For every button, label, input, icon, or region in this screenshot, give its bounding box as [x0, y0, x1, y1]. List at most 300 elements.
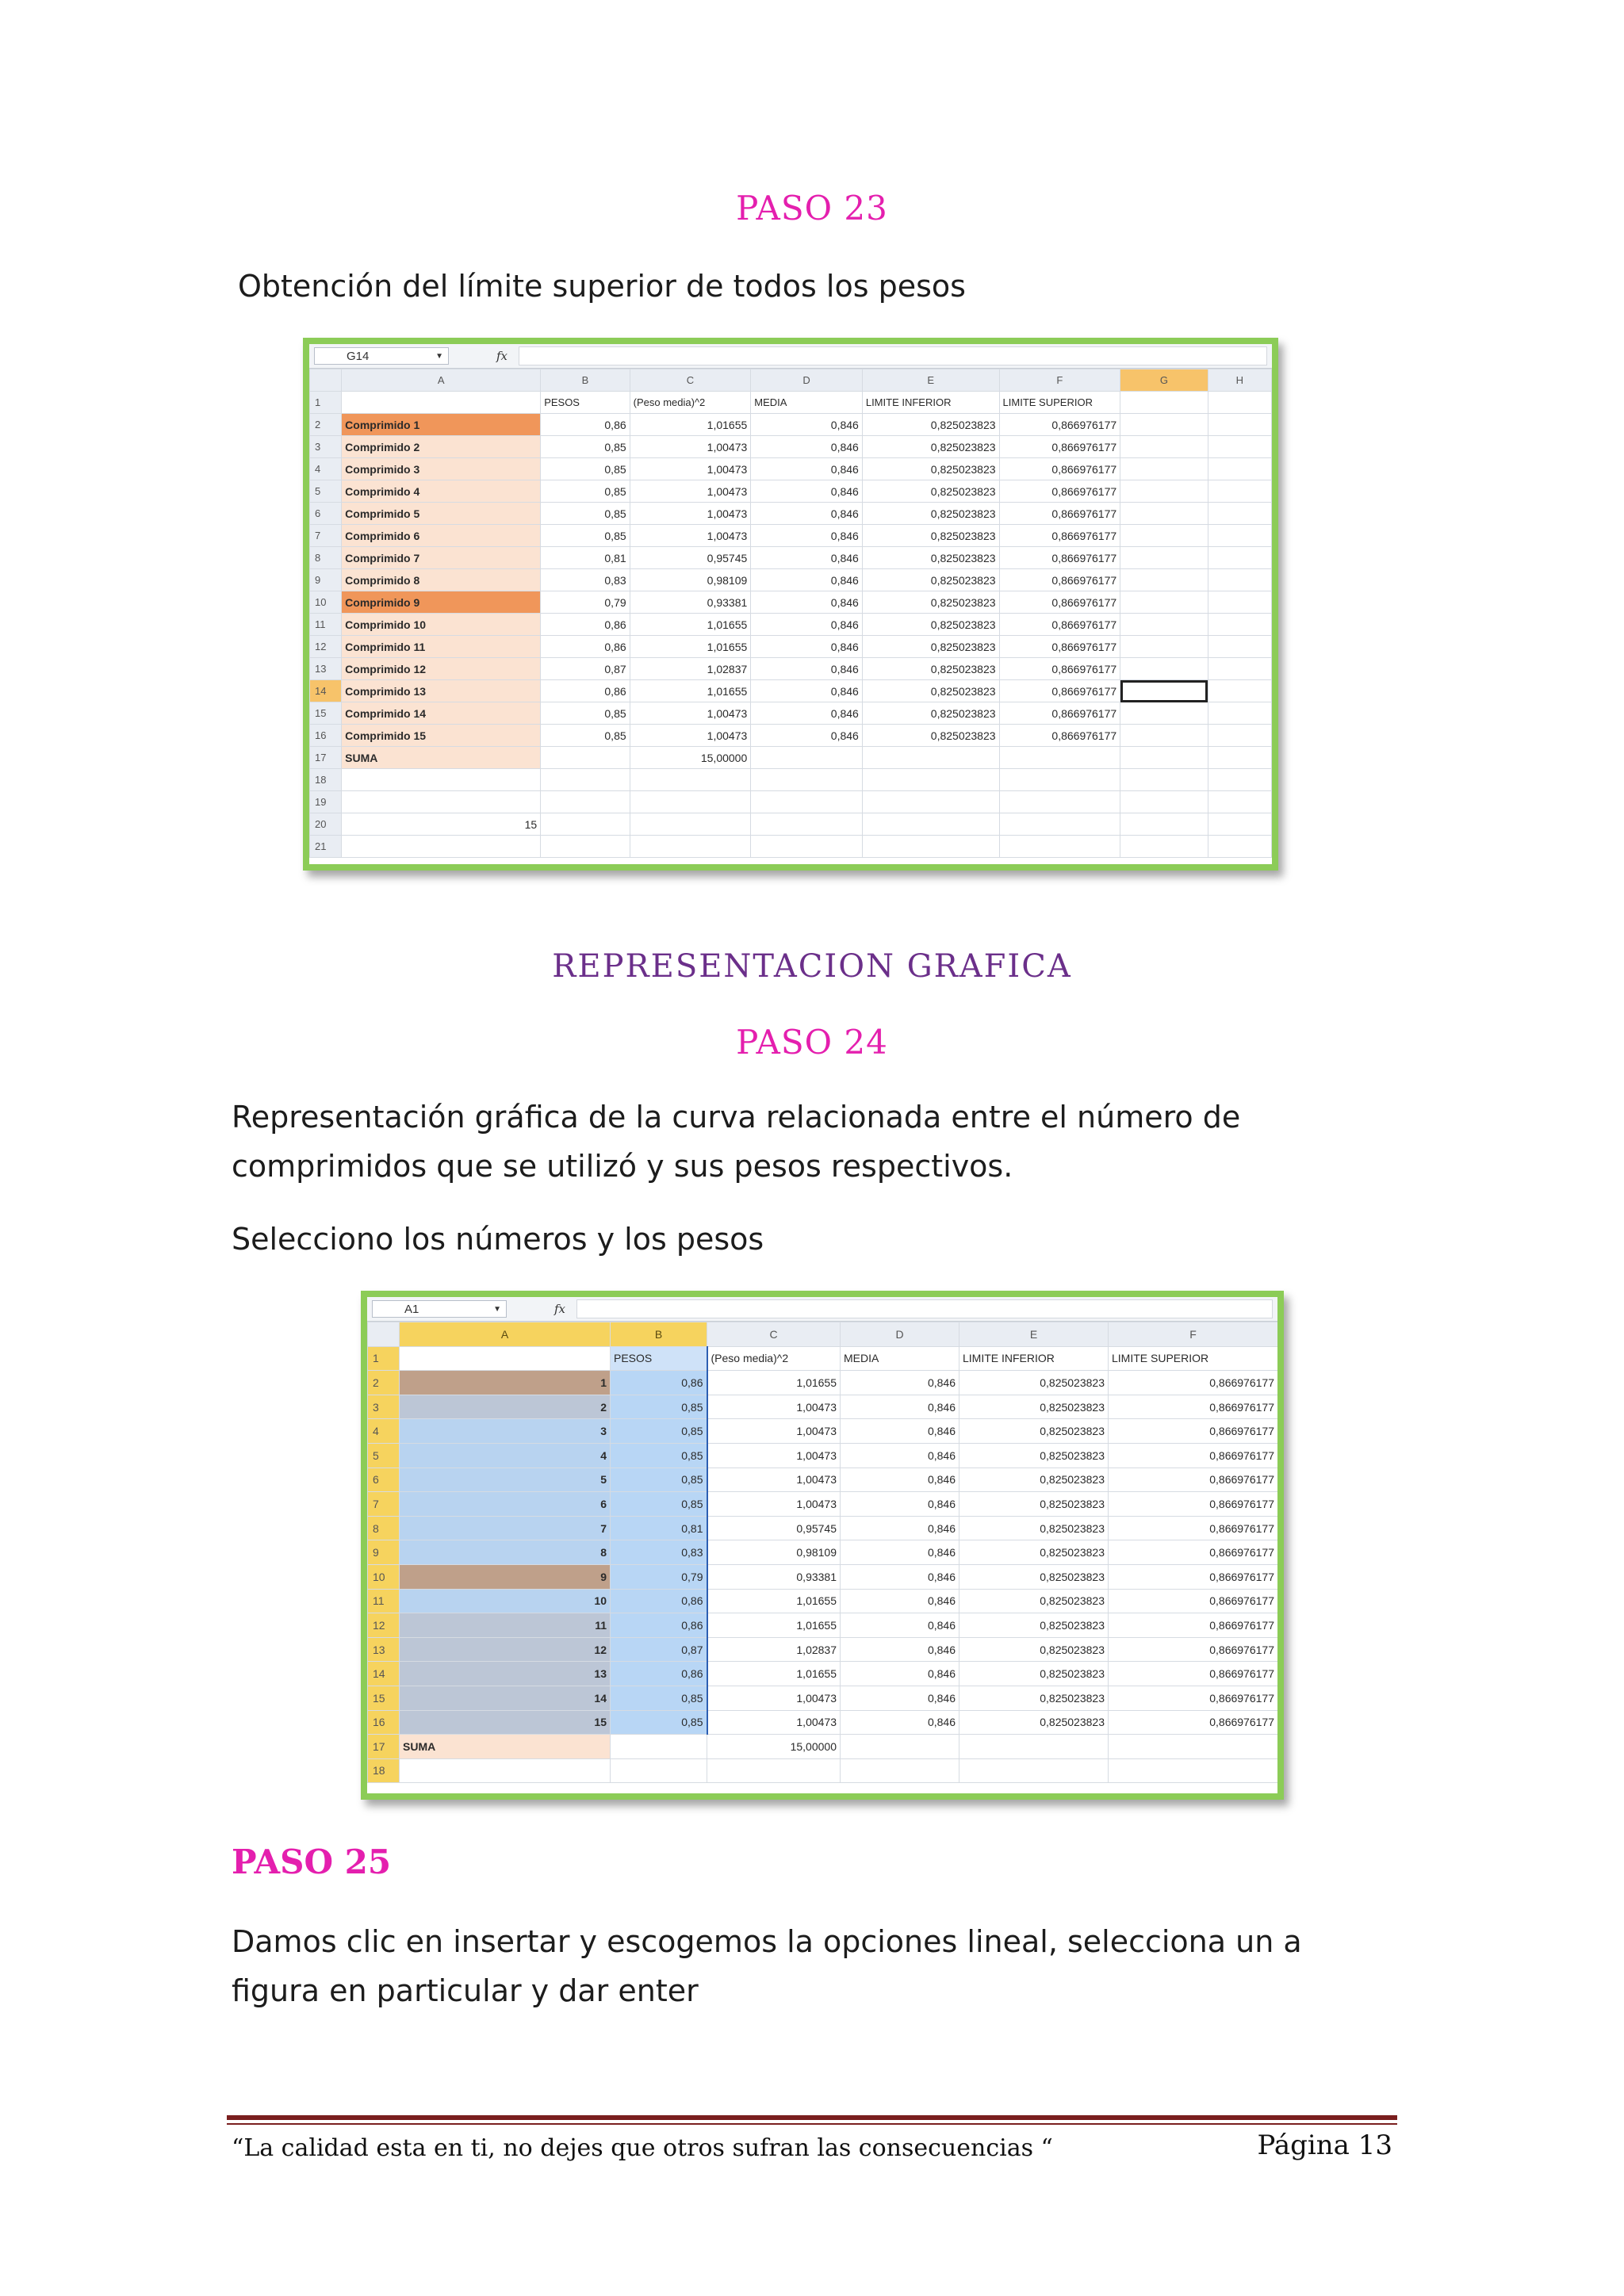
cell[interactable] [1208, 702, 1271, 725]
cell[interactable] [1120, 680, 1208, 702]
cell[interactable]: 15,00000 [630, 747, 751, 769]
row-header[interactable]: 3 [310, 436, 342, 458]
cell[interactable] [611, 1758, 707, 1783]
cell[interactable]: 0,825023823 [959, 1662, 1109, 1686]
cell[interactable]: 0,866976177 [1109, 1443, 1278, 1468]
cell[interactable] [1120, 836, 1208, 858]
cell[interactable]: 0,866976177 [999, 414, 1120, 436]
row-header[interactable]: 17 [310, 747, 342, 769]
cell[interactable] [1208, 591, 1271, 614]
cell[interactable]: 0,866976177 [1109, 1637, 1278, 1662]
cell[interactable] [1120, 614, 1208, 636]
cell[interactable]: 15,00000 [707, 1735, 841, 1759]
cell[interactable]: 1,01655 [707, 1613, 841, 1638]
cell[interactable]: 0,846 [751, 658, 863, 680]
cell[interactable]: 1,00473 [630, 525, 751, 547]
cell[interactable]: 0,86 [611, 1662, 707, 1686]
cell[interactable] [1208, 680, 1271, 702]
cell[interactable]: 0,846 [841, 1662, 959, 1686]
cell[interactable]: (Peso media)^2 [630, 392, 751, 414]
cell[interactable]: 3 [400, 1419, 611, 1444]
cell[interactable] [1208, 458, 1271, 480]
cell[interactable]: 0,825023823 [862, 547, 999, 569]
cell[interactable]: 0,866976177 [1109, 1540, 1278, 1565]
cell[interactable] [999, 769, 1120, 791]
cell[interactable] [1120, 503, 1208, 525]
cell[interactable]: 0,866976177 [1109, 1613, 1278, 1638]
cell[interactable]: 14 [400, 1686, 611, 1710]
row-header[interactable]: 17 [368, 1735, 400, 1759]
cell[interactable]: 0,825023823 [862, 680, 999, 702]
cell[interactable]: 0,825023823 [959, 1516, 1109, 1540]
cell[interactable] [841, 1758, 959, 1783]
cell[interactable]: 0,866976177 [1109, 1686, 1278, 1710]
cell[interactable]: 0,846 [751, 436, 863, 458]
row-header[interactable]: 18 [310, 769, 342, 791]
column-header[interactable]: G [1120, 369, 1208, 392]
cell[interactable]: 1,01655 [630, 614, 751, 636]
row-header[interactable]: 6 [368, 1468, 400, 1492]
cell[interactable]: 0,846 [841, 1371, 959, 1395]
cell[interactable]: 1,01655 [630, 680, 751, 702]
cell[interactable]: 0,866976177 [1109, 1395, 1278, 1419]
cell[interactable]: 0,85 [611, 1419, 707, 1444]
cell[interactable]: 1,00473 [630, 480, 751, 503]
cell[interactable]: 0,93381 [630, 591, 751, 614]
cell[interactable]: 0,85 [541, 725, 630, 747]
cell[interactable] [707, 1758, 841, 1783]
cell[interactable]: 0,846 [751, 591, 863, 614]
cell[interactable] [630, 769, 751, 791]
cell[interactable]: 0,98109 [630, 569, 751, 591]
cell[interactable] [1208, 813, 1271, 836]
cell[interactable]: 0,825023823 [862, 658, 999, 680]
cell[interactable]: 7 [400, 1516, 611, 1540]
cell[interactable]: 0,846 [751, 525, 863, 547]
cell[interactable] [1208, 791, 1271, 813]
cell[interactable]: Comprimido 15 [342, 725, 541, 747]
cell[interactable] [1120, 702, 1208, 725]
cell[interactable]: 0,846 [841, 1395, 959, 1419]
row-header[interactable]: 13 [368, 1637, 400, 1662]
row-header[interactable]: 12 [310, 636, 342, 658]
cell[interactable] [1120, 747, 1208, 769]
cell[interactable]: 0,866976177 [999, 658, 1120, 680]
cell[interactable] [541, 791, 630, 813]
cell[interactable]: 0,825023823 [862, 725, 999, 747]
cell[interactable] [541, 747, 630, 769]
cell[interactable]: (Peso media)^2 [707, 1346, 841, 1371]
cell[interactable] [1120, 392, 1208, 414]
cell[interactable]: PESOS [541, 392, 630, 414]
formula-input[interactable] [576, 1299, 1273, 1318]
cell[interactable] [1120, 636, 1208, 658]
cell[interactable]: 1,00473 [707, 1395, 841, 1419]
cell[interactable] [999, 791, 1120, 813]
cell[interactable]: Comprimido 9 [342, 591, 541, 614]
cell[interactable] [1208, 392, 1271, 414]
cell[interactable] [959, 1735, 1109, 1759]
cell[interactable] [1120, 725, 1208, 747]
row-header[interactable]: 2 [368, 1371, 400, 1395]
cell[interactable]: 0,93381 [707, 1564, 841, 1589]
column-header[interactable]: A [400, 1322, 611, 1347]
cell[interactable]: 0,825023823 [862, 480, 999, 503]
cell[interactable]: Comprimido 14 [342, 702, 541, 725]
cell[interactable]: 0,846 [751, 547, 863, 569]
cell[interactable] [862, 747, 999, 769]
cell[interactable]: 0,846 [841, 1468, 959, 1492]
column-header[interactable]: H [1208, 369, 1271, 392]
cell[interactable]: 0,866976177 [999, 725, 1120, 747]
function-icon[interactable]: fx [496, 349, 508, 363]
cell[interactable] [1120, 436, 1208, 458]
cell[interactable]: 0,825023823 [862, 503, 999, 525]
row-header[interactable]: 16 [368, 1710, 400, 1735]
cell[interactable]: 0,87 [541, 658, 630, 680]
cell[interactable]: LIMITE INFERIOR [959, 1346, 1109, 1371]
cell[interactable] [541, 836, 630, 858]
cell[interactable]: 0,846 [751, 725, 863, 747]
cell[interactable]: 0,846 [751, 569, 863, 591]
cell[interactable]: 1,02837 [630, 658, 751, 680]
cell[interactable]: 0,83 [611, 1540, 707, 1565]
cell[interactable] [999, 747, 1120, 769]
cell[interactable] [841, 1735, 959, 1759]
cell[interactable]: 0,85 [541, 436, 630, 458]
cell[interactable] [1208, 547, 1271, 569]
cell[interactable] [342, 392, 541, 414]
cell[interactable]: Comprimido 11 [342, 636, 541, 658]
cell[interactable]: Comprimido 10 [342, 614, 541, 636]
cell[interactable]: 8 [400, 1540, 611, 1565]
cell[interactable] [1120, 813, 1208, 836]
cell[interactable] [1208, 414, 1271, 436]
cell[interactable]: 0,81 [541, 547, 630, 569]
cell[interactable] [1208, 525, 1271, 547]
cell[interactable] [630, 813, 751, 836]
column-header[interactable]: B [611, 1322, 707, 1347]
cell[interactable] [1208, 725, 1271, 747]
cell[interactable]: 0,825023823 [862, 591, 999, 614]
formula-input[interactable] [519, 346, 1267, 365]
row-header[interactable]: 1 [310, 392, 342, 414]
cell[interactable]: 1,01655 [630, 636, 751, 658]
cell[interactable] [862, 813, 999, 836]
cell[interactable] [1120, 547, 1208, 569]
cell[interactable]: 0,825023823 [959, 1589, 1109, 1613]
cell[interactable]: 0,83 [541, 569, 630, 591]
cell[interactable]: 0,98109 [707, 1540, 841, 1565]
cell[interactable]: 0,846 [751, 458, 863, 480]
cell[interactable]: 0,846 [751, 480, 863, 503]
cell[interactable]: 0,86 [541, 614, 630, 636]
cell[interactable]: 0,846 [841, 1443, 959, 1468]
cell[interactable]: 1,00473 [630, 436, 751, 458]
cell[interactable]: 2 [400, 1395, 611, 1419]
cell[interactable]: 1,01655 [707, 1371, 841, 1395]
cell[interactable]: Comprimido 12 [342, 658, 541, 680]
cell[interactable]: 1,01655 [707, 1662, 841, 1686]
cell[interactable] [751, 769, 863, 791]
cell[interactable]: 0,846 [751, 636, 863, 658]
cell[interactable]: 0,846 [841, 1540, 959, 1565]
cell[interactable]: 12 [400, 1637, 611, 1662]
column-header[interactable]: C [630, 369, 751, 392]
row-header[interactable]: 1 [368, 1346, 400, 1371]
cell[interactable] [959, 1758, 1109, 1783]
cell[interactable]: 0,87 [611, 1637, 707, 1662]
row-header[interactable]: 21 [310, 836, 342, 858]
cell[interactable] [751, 836, 863, 858]
cell[interactable] [1120, 658, 1208, 680]
cell[interactable]: 0,825023823 [959, 1419, 1109, 1444]
cell[interactable]: Comprimido 4 [342, 480, 541, 503]
cell[interactable]: 0,866976177 [999, 702, 1120, 725]
row-header[interactable]: 5 [310, 480, 342, 503]
cell[interactable] [342, 769, 541, 791]
cell[interactable]: LIMITE SUPERIOR [1109, 1346, 1278, 1371]
cell[interactable] [862, 791, 999, 813]
cell[interactable] [1208, 769, 1271, 791]
cell[interactable] [1208, 480, 1271, 503]
cell[interactable]: 4 [400, 1443, 611, 1468]
cell[interactable] [751, 747, 863, 769]
cell[interactable] [999, 813, 1120, 836]
cell[interactable]: 0,866976177 [999, 436, 1120, 458]
cell[interactable]: 0,866976177 [999, 458, 1120, 480]
cell[interactable] [862, 769, 999, 791]
cell[interactable]: 0,86 [541, 680, 630, 702]
cell[interactable]: 0,846 [841, 1686, 959, 1710]
cell[interactable]: 6 [400, 1492, 611, 1517]
cell[interactable] [400, 1758, 611, 1783]
cell[interactable]: 0,825023823 [862, 458, 999, 480]
cell[interactable]: 0,86 [611, 1613, 707, 1638]
cell[interactable]: 0,86 [611, 1589, 707, 1613]
cell[interactable] [1120, 591, 1208, 614]
cell[interactable]: 1,00473 [707, 1468, 841, 1492]
cell[interactable]: 13 [400, 1662, 611, 1686]
cell[interactable]: 9 [400, 1564, 611, 1589]
column-header[interactable]: F [999, 369, 1120, 392]
cell[interactable]: 15 [400, 1710, 611, 1735]
cell[interactable]: 0,79 [611, 1564, 707, 1589]
cell[interactable]: 0,85 [541, 458, 630, 480]
row-header[interactable]: 10 [310, 591, 342, 614]
cell[interactable] [751, 791, 863, 813]
cell[interactable]: 0,846 [751, 680, 863, 702]
cell[interactable]: 0,85 [541, 480, 630, 503]
cell[interactable]: 0,866976177 [999, 680, 1120, 702]
cell[interactable]: 0,846 [841, 1613, 959, 1638]
function-icon[interactable]: fx [554, 1302, 566, 1316]
cell[interactable] [1208, 658, 1271, 680]
cell[interactable] [999, 836, 1120, 858]
cell[interactable]: 0,866976177 [1109, 1371, 1278, 1395]
row-header[interactable]: 6 [310, 503, 342, 525]
cell[interactable]: 0,846 [751, 414, 863, 436]
cell[interactable]: 0,866976177 [999, 614, 1120, 636]
cell[interactable] [1120, 480, 1208, 503]
cell[interactable]: 0,85 [611, 1443, 707, 1468]
cell[interactable] [1120, 569, 1208, 591]
cell[interactable]: SUMA [400, 1735, 611, 1759]
name-box[interactable] [372, 1300, 507, 1318]
cell[interactable]: 0,85 [541, 525, 630, 547]
cell[interactable]: 0,866976177 [999, 591, 1120, 614]
cell[interactable]: PESOS [611, 1346, 707, 1371]
cell[interactable]: 0,866976177 [1109, 1589, 1278, 1613]
column-header[interactable]: B [541, 369, 630, 392]
cell[interactable] [1208, 569, 1271, 591]
row-header[interactable]: 11 [368, 1589, 400, 1613]
cell[interactable]: 0,866976177 [999, 503, 1120, 525]
cell[interactable]: 0,846 [841, 1589, 959, 1613]
chevron-down-icon[interactable]: ▼ [435, 351, 443, 361]
cell[interactable]: 1,00473 [707, 1419, 841, 1444]
cell[interactable] [541, 813, 630, 836]
cell[interactable]: 0,825023823 [959, 1564, 1109, 1589]
row-header[interactable]: 13 [310, 658, 342, 680]
cell[interactable]: 0,866976177 [1109, 1710, 1278, 1735]
cell[interactable]: 0,866976177 [999, 569, 1120, 591]
cell[interactable]: 0,846 [841, 1492, 959, 1517]
column-header[interactable]: D [841, 1322, 959, 1347]
row-header[interactable]: 10 [368, 1564, 400, 1589]
cell[interactable]: Comprimido 3 [342, 458, 541, 480]
row-header[interactable]: 4 [310, 458, 342, 480]
cell[interactable]: 0,825023823 [959, 1637, 1109, 1662]
cell[interactable] [630, 791, 751, 813]
cell[interactable]: 0,846 [751, 614, 863, 636]
cell[interactable] [1208, 436, 1271, 458]
cell[interactable]: Comprimido 5 [342, 503, 541, 525]
cell[interactable]: 0,825023823 [959, 1468, 1109, 1492]
cell[interactable]: Comprimido 6 [342, 525, 541, 547]
cell[interactable]: 1,00473 [630, 725, 751, 747]
column-header[interactable]: E [862, 369, 999, 392]
cell[interactable]: 0,825023823 [862, 614, 999, 636]
cell[interactable] [1208, 503, 1271, 525]
cell[interactable]: 0,866976177 [1109, 1419, 1278, 1444]
cell[interactable]: 0,85 [611, 1686, 707, 1710]
cell[interactable] [342, 791, 541, 813]
cell[interactable]: 0,846 [751, 702, 863, 725]
row-header[interactable]: 11 [310, 614, 342, 636]
row-header[interactable]: 8 [310, 547, 342, 569]
cell[interactable] [400, 1346, 611, 1371]
cell[interactable]: MEDIA [841, 1346, 959, 1371]
column-header[interactable] [368, 1322, 400, 1347]
column-header[interactable]: C [707, 1322, 841, 1347]
cell[interactable]: 0,85 [611, 1492, 707, 1517]
cell[interactable]: 0,866976177 [999, 547, 1120, 569]
cell[interactable]: 1,00473 [707, 1492, 841, 1517]
cell[interactable]: 0,866976177 [1109, 1662, 1278, 1686]
cell[interactable]: 0,86 [611, 1371, 707, 1395]
row-header[interactable]: 4 [368, 1419, 400, 1444]
cell[interactable] [1120, 791, 1208, 813]
cell[interactable] [342, 836, 541, 858]
cell[interactable]: 0,866976177 [999, 480, 1120, 503]
row-header[interactable]: 20 [310, 813, 342, 836]
chevron-down-icon[interactable]: ▼ [493, 1304, 501, 1314]
column-header[interactable]: F [1109, 1322, 1278, 1347]
row-header[interactable]: 14 [310, 680, 342, 702]
cell[interactable]: 0,825023823 [959, 1492, 1109, 1517]
cell[interactable]: 0,825023823 [959, 1395, 1109, 1419]
cell[interactable]: 1,00473 [707, 1710, 841, 1735]
row-header[interactable]: 7 [310, 525, 342, 547]
cell[interactable]: 0,81 [611, 1516, 707, 1540]
cell[interactable]: Comprimido 1 [342, 414, 541, 436]
row-header[interactable]: 9 [368, 1540, 400, 1565]
cell[interactable] [1120, 525, 1208, 547]
cell[interactable]: 0,86 [541, 636, 630, 658]
row-header[interactable]: 8 [368, 1516, 400, 1540]
cell[interactable]: 0,846 [841, 1637, 959, 1662]
row-header[interactable]: 9 [310, 569, 342, 591]
cell[interactable]: 0,825023823 [959, 1686, 1109, 1710]
cell[interactable]: 0,85 [541, 503, 630, 525]
cell[interactable]: 0,825023823 [862, 525, 999, 547]
cell[interactable]: 10 [400, 1589, 611, 1613]
cell[interactable] [1109, 1758, 1278, 1783]
cell[interactable]: Comprimido 7 [342, 547, 541, 569]
cell[interactable]: 0,95745 [630, 547, 751, 569]
cell[interactable]: 1,00473 [630, 503, 751, 525]
row-header[interactable]: 15 [368, 1686, 400, 1710]
cell[interactable]: 5 [400, 1468, 611, 1492]
row-header[interactable]: 3 [368, 1395, 400, 1419]
cell[interactable] [1208, 636, 1271, 658]
cell[interactable] [1109, 1735, 1278, 1759]
cell[interactable]: 0,866976177 [1109, 1468, 1278, 1492]
cell[interactable]: 0,846 [841, 1516, 959, 1540]
cell[interactable]: 0,825023823 [959, 1540, 1109, 1565]
cell[interactable]: LIMITE INFERIOR [862, 392, 999, 414]
cell[interactable]: 0,846 [841, 1564, 959, 1589]
cell[interactable] [1208, 836, 1271, 858]
cell[interactable] [1208, 747, 1271, 769]
cell[interactable]: 0,79 [541, 591, 630, 614]
cell[interactable] [751, 813, 863, 836]
cell[interactable]: 0,825023823 [862, 569, 999, 591]
cell[interactable]: 0,846 [841, 1710, 959, 1735]
column-header[interactable]: D [751, 369, 863, 392]
row-header[interactable]: 12 [368, 1613, 400, 1638]
cell[interactable] [1120, 458, 1208, 480]
cell[interactable]: 0,86 [541, 414, 630, 436]
column-header[interactable]: A [342, 369, 541, 392]
cell[interactable]: 1 [400, 1371, 611, 1395]
cell[interactable]: 0,866976177 [1109, 1492, 1278, 1517]
cell[interactable] [862, 836, 999, 858]
cell[interactable]: 0,846 [751, 503, 863, 525]
column-header[interactable]: E [959, 1322, 1109, 1347]
row-header[interactable]: 19 [310, 791, 342, 813]
cell[interactable]: 0,95745 [707, 1516, 841, 1540]
cell[interactable]: 1,01655 [630, 414, 751, 436]
cell[interactable]: 0,85 [611, 1710, 707, 1735]
cell[interactable]: 0,846 [841, 1419, 959, 1444]
cell[interactable]: 1,00473 [707, 1443, 841, 1468]
cell[interactable]: 0,825023823 [959, 1613, 1109, 1638]
cell[interactable]: 0,825023823 [862, 436, 999, 458]
cell[interactable]: 0,825023823 [862, 414, 999, 436]
row-header[interactable]: 14 [368, 1662, 400, 1686]
